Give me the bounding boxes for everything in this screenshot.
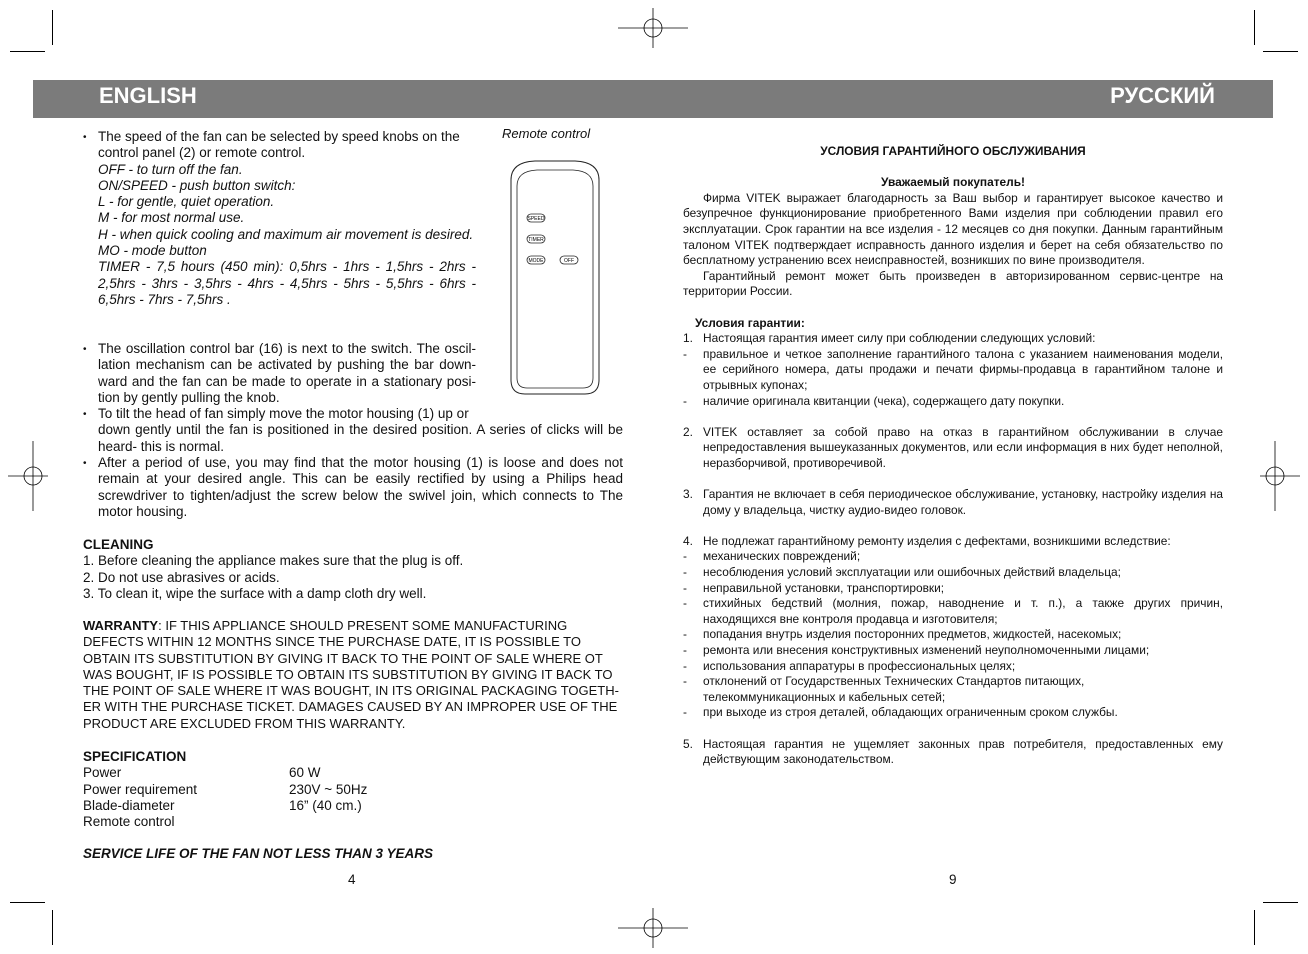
ru-greeting: Уважаемый покупатель! [881, 175, 1025, 190]
ru-condition-text: правильное и четкое заполнение гарантийного талона с указанием наименования модели, ее серийного номера, даты продажи и печати фирмы-продавца в гарантийном талоне и отрывных купонах; [703, 346, 1223, 392]
bullet: • [83, 344, 87, 355]
ru-num: 4. [683, 533, 693, 548]
mode-on-speed: ON/SPEED - push button switch: [98, 177, 296, 193]
ru-condition-text: Настоящая гарантия не ущемляет законных прав потребителя, предоставленных ему действующим законодательством. [703, 736, 1223, 767]
spec-value: 16” (40 cm.) [289, 797, 362, 813]
ru-condition-2 [683, 425, 1223, 472]
crop-mark [10, 51, 45, 52]
ru-condition-text: Гарантия не включает в себя периодическое обслуживание, установку, настройку изделия на дому у владельца, чистку аудио-видео головок. [703, 487, 1223, 517]
ru-condition-item [683, 674, 1223, 705]
crop-mark [52, 910, 53, 945]
remote-mode-button: MODE [528, 258, 544, 264]
ru-condition-item [683, 596, 1223, 627]
spec-row [83, 798, 483, 814]
ru-condition-5 [683, 737, 1223, 768]
ru-para2: Гарантийный ремонт может быть произведен в авторизированном сервис-центре на территории России. [683, 268, 1223, 299]
spec-title: SPECIFICATION [83, 749, 187, 764]
bullet: • [83, 132, 87, 143]
loose-text: After a period of use, you may find that the motor housing (1) is loose and does not remain at your desired angle. This can be easily rectified by using a Philips head screwdriver to tighten/adjust the screw below the swivel join, which connects to The motor housing. [98, 455, 623, 519]
ru-dash: - [683, 565, 687, 580]
ru-condition-item [683, 347, 1223, 394]
mode-h: H - when quick cooling and maximum air movement is desired. [98, 226, 474, 242]
header-banner [33, 80, 1273, 118]
loose-section [83, 455, 623, 520]
mode-mo: MO - mode button [98, 243, 207, 259]
ru-condition-text: Не подлежат гарантийному ремонту изделия с дефектами, возникшими вследствие: [703, 533, 1171, 548]
spec-key: Power [83, 765, 122, 781]
cleaning-item: 1. Before cleaning the appliance makes sure that the plug is off. [83, 553, 464, 569]
ru-dash: - [683, 346, 687, 361]
page-number-left: 4 [348, 872, 356, 887]
ru-condition-item [683, 705, 1223, 721]
ru-condition-item [683, 565, 1223, 581]
spec-row [83, 782, 483, 798]
header-title-russian: РУССКИЙ [1110, 83, 1215, 108]
crop-mark [1263, 51, 1298, 52]
crop-mark [1254, 10, 1255, 45]
ru-condition-text: отклонений от Государственных Технических Стандартов питающих, телекоммуникационных и кабельных сетей; [703, 674, 1085, 704]
ru-num: 1. [683, 331, 693, 346]
bullet: • [83, 409, 87, 420]
ru-para1: Фирма VITEK выражает благодарность за Ваш выбор и гарантирует высокое качество и безупречное функционирование приобретенного Вами изделия при соблюдении правил его эксплуатации. Срок гарантии на все изделия - 12 месяцев со дня покупки. Данным гарантийным талоном VITEK подтверждает исправность данного изделия и берет на себя обязательство по бесплатному устранению всех неисправностей, возникших по вине производителя. [683, 190, 1223, 268]
ru-condition-item [683, 627, 1223, 643]
bullet: • [83, 458, 87, 469]
ru-condition-text: при выходе из строя деталей, обладающих ограниченным сроком службы. [703, 705, 1118, 720]
remote-timer-button: TIMER [528, 237, 544, 243]
spec-key: Blade-diameter [83, 797, 175, 813]
crop-mark [1263, 902, 1298, 903]
warranty-text: : IF THIS APPLIANCE SHOULD PRESENT SOME MANUFACTURING DEFECTS WITHIN 12 MONTHS SINCE THE PURCHASE DATE, IT IS POSSIBLE TO OBTAIN ITS SUBSTITUTION BY GIVING IT BACK TO THE POINT OF SALE WHERE OT WAS BOUGHT, IF IS POSSIBLE TO OBTAIN ITS SUBSTITUTION BY GIVING IT BACK TO THE POINT OF SALE WHERE IT WAS BOUGHT, IN ITS ORIGINAL PACKAGING TOGETH-ER WITH THE PURCHASE TICKET. DAMAGES CAUSED BY AN IMPROPER USE OF THE PRODUCT ARE EXCLUDED FROM THIS WARRANTY. [83, 618, 619, 731]
spec-value: 60 W [289, 765, 321, 781]
ru-conditions-title: Условия гарантии: [695, 315, 805, 330]
ru-condition-text: использования аппаратуры в профессиональных целях; [703, 658, 1016, 673]
service-life: SERVICE LIFE OF THE FAN NOT LESS THAN 3 YEARS [83, 846, 434, 861]
remote-speed-button: SPEED [527, 216, 545, 222]
ru-condition-1 [683, 331, 1223, 347]
ru-num: 2. [683, 424, 693, 439]
ru-condition-text: ремонта или внесения конструктивных изменений неуполномоченными лицами; [703, 643, 1150, 657]
ru-condition-3 [683, 487, 1223, 518]
speed-line: The speed of the fan can be selected by speed knobs on the [98, 129, 460, 144]
ru-condition-text: Настоящая гарантия имеет силу при соблюдении следующих условий: [703, 331, 1096, 346]
ru-condition-text: механических повреждений; [703, 549, 861, 564]
ru-condition-text: стихийных бедствий (молния, пожар, наводнение и т. п.), а также других причин, находящихся вне контроля продавца и изготовителя; [703, 596, 1223, 626]
registration-mark-top [618, 8, 688, 48]
cleaning-item: 3. To clean it, wipe the surface with a damp cloth dry well. [83, 585, 427, 601]
spec-key: Remote control [83, 814, 175, 830]
remote-off-button: OFF [564, 258, 574, 264]
spec-row [83, 765, 483, 781]
crop-mark [10, 902, 45, 903]
specification-section [83, 749, 483, 830]
ru-condition-item [683, 659, 1223, 675]
ru-condition-item [683, 643, 1223, 659]
cleaning-section [83, 537, 623, 602]
tilt-first-line: To tilt the head of fan simply move the motor housing (1) up or [98, 406, 469, 421]
ru-condition-4 [683, 534, 1223, 550]
ru-dash: - [683, 674, 687, 689]
ru-dash: - [683, 580, 687, 595]
spec-value: 230V ~ 50Hz [289, 781, 368, 797]
oscillation-section [83, 341, 476, 406]
ru-title: УСЛОВИЯ ГАРАНТИЙНОГО ОБСЛУЖИВАНИЯ [820, 144, 1086, 158]
ru-num: 3. [683, 487, 693, 502]
speed-line: control panel (2) or remote control. [98, 145, 306, 161]
ru-condition-item [683, 549, 1223, 565]
mode-m: M - for most normal use. [98, 210, 245, 226]
mode-l: L - for gentle, quiet operation. [98, 194, 275, 210]
ru-condition-text: наличие оригинала квитанции (чека), содержащего дату покупки. [703, 393, 1065, 408]
tilt-section [83, 406, 623, 455]
crop-mark [52, 10, 53, 45]
mode-timer: TIMER - 7,5 hours (450 min): 0,5hrs - 1hrs - 1,5hrs - 2hrs - 2,5hrs - 3hrs - 3,5hrs - 4hrs - 4,5hrs - 5hrs - 5,5hrs - 6hrs - 6,5hrs - 7hrs - 7,5hrs . [98, 259, 476, 307]
header-title-english: ENGLISH [99, 83, 197, 108]
ru-condition-text: несоблюдения условий эксплуатации или ошибочных действий владельца; [703, 565, 1121, 580]
warranty-section [83, 618, 623, 732]
tilt-text: down gently until the fan is positioned in the desired position. A series of clicks will be heard- this is normal. [98, 422, 623, 454]
ru-dash: - [683, 627, 687, 642]
ru-condition-text: попадания внутрь изделия посторонних предметов, жидкостей, насекомых; [703, 627, 1122, 642]
ru-dash: - [683, 393, 687, 408]
oscillation-text: The oscillation control bar (16) is next to the switch. The oscil-lation mechanism can be activated by pushing the bar down-ward and the fan can be made to operate in a stationary posi-tion by gently pulling the knob. [98, 341, 476, 405]
mode-off: OFF - to turn off the fan. [98, 161, 243, 177]
ru-num: 5. [683, 736, 693, 751]
speed-section [83, 129, 476, 308]
ru-dash: - [683, 658, 687, 673]
registration-mark-left [8, 441, 48, 511]
ru-condition-text: неправильной установки, транспортировки; [703, 580, 945, 595]
russian-section [683, 144, 1223, 768]
warranty-label: WARRANTY [83, 618, 159, 633]
ru-condition-item [683, 394, 1223, 410]
registration-mark-bottom [618, 908, 688, 948]
cleaning-title: CLEANING [83, 537, 154, 552]
ru-condition-item [683, 581, 1223, 597]
ru-dash: - [683, 643, 687, 657]
registration-mark-right [1260, 441, 1300, 511]
ru-dash: - [683, 705, 687, 720]
cleaning-item: 2. Do not use abrasives or acids. [83, 569, 280, 585]
remote-caption: Remote control [502, 126, 591, 141]
ru-dash: - [683, 596, 687, 611]
page-number-right: 9 [949, 872, 957, 887]
ru-dash: - [683, 549, 687, 564]
remote-control-illustration [505, 158, 605, 398]
spec-row [83, 814, 483, 830]
ru-condition-text: VITEK оставляет за собой право на отказ в гарантийном обслуживании в случае непредоставления вышеуказанных документов, или если информация в них будет неполной, неразборчивой, противоречивой. [703, 424, 1223, 470]
crop-mark [1254, 910, 1255, 945]
spec-key: Power requirement [83, 781, 198, 797]
